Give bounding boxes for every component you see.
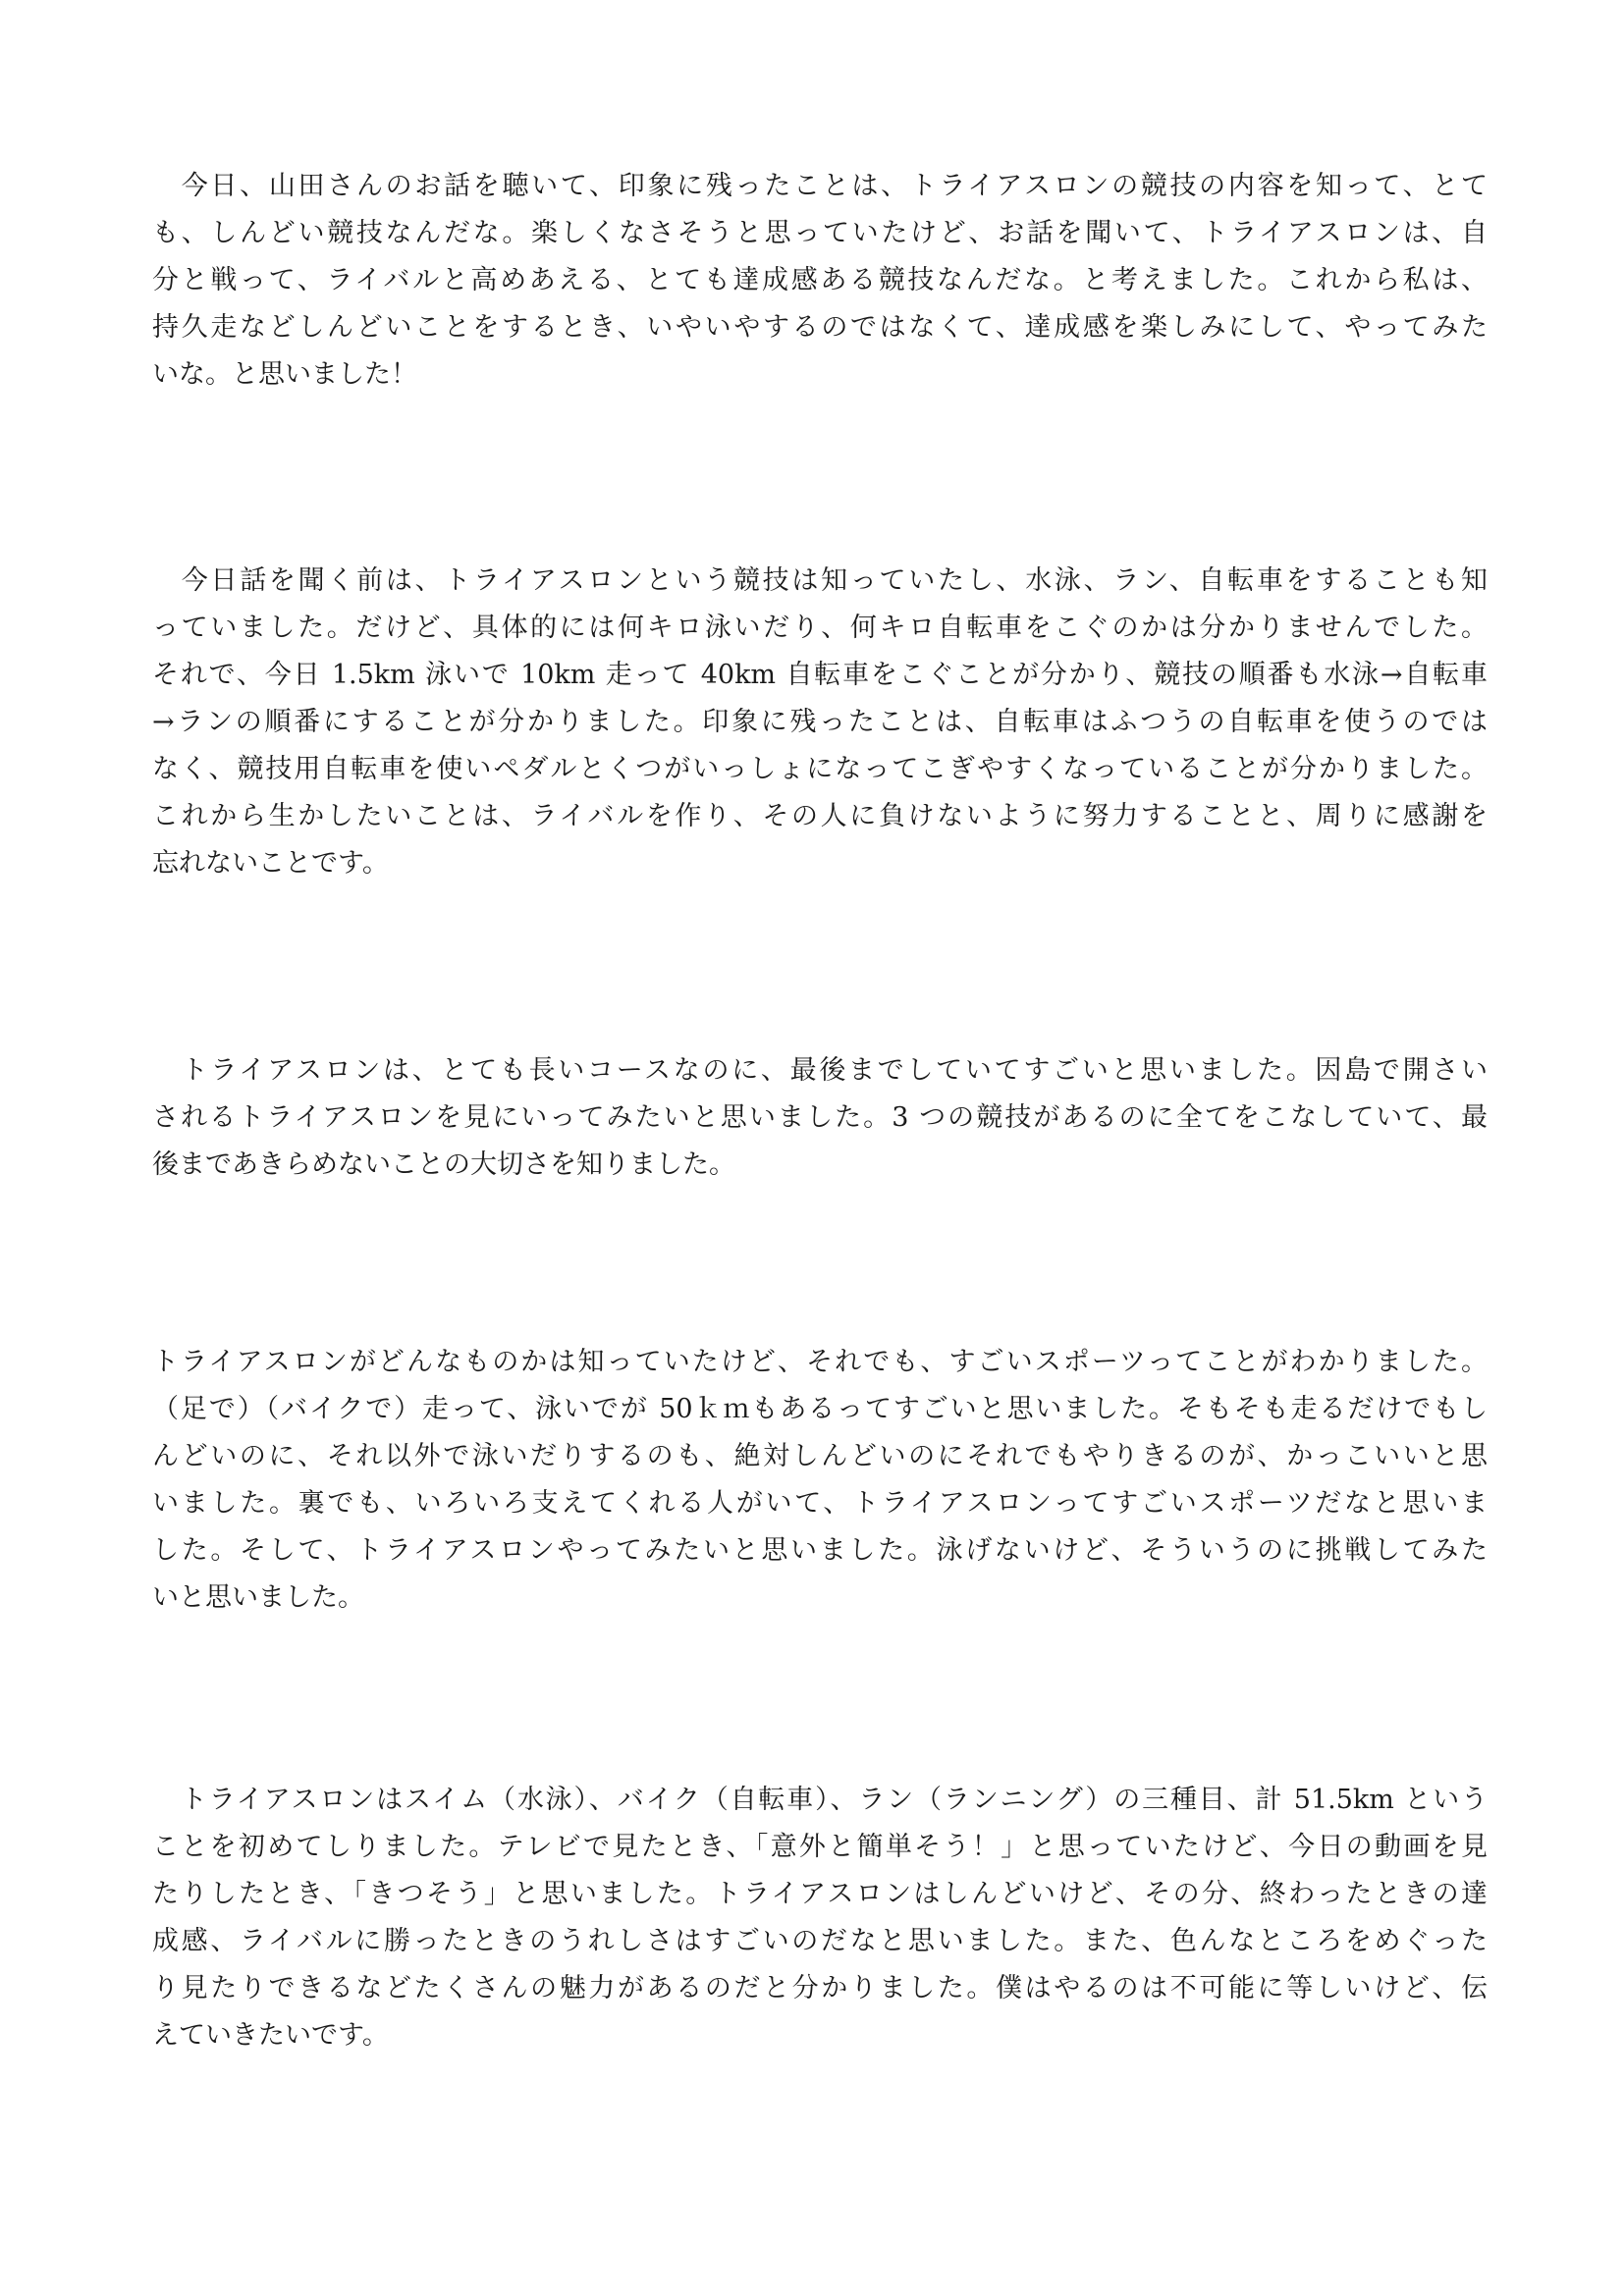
paragraph-line: いと思いました。	[152, 1582, 364, 1613]
paragraph-line: えていきたいです。	[152, 2020, 389, 2051]
paragraph-line: たりしたとき、「きつそう」と思いました。トライアスロンはしんどいけど、その分、終わったときの達	[152, 1879, 1488, 1909]
paragraph-line: いました。裏でも、いろいろ支えてくれる人がいて、トライアスロンってすごいスポーツだなと思いま	[152, 1488, 1488, 1519]
paragraph-line: なく、競技用自転車を使いペダルとくつがいっしょになってこぎやすくなっていることが分かりました。	[152, 754, 1488, 784]
paragraph-line: 分と戦って、ライバルと高めあえる、とても達成感ある競技なんだな。と考えました。これから私は、	[152, 265, 1488, 295]
paragraph-line: 今日、山田さんのお話を聴いて、印象に残ったことは、トライアスロンの競技の内容を知って、とて	[152, 171, 1488, 201]
paragraph-line: トライアスロンは、とても長いコースなのに、最後までしていてすごいと思いました。因島で開さい	[152, 1055, 1488, 1086]
paragraph-line: 持久走などしんどいことをするとき、いやいやするのではなくて、達成感を楽しみにして、やってみた	[152, 312, 1488, 343]
paragraph-line: ことを初めてしりました。テレビで見たとき、「意外と簡単そう！」と思っていたけど、今日の動画を見	[152, 1832, 1488, 1862]
paragraph-line: 後まであきらめないことの大切さを知りました。	[152, 1149, 735, 1180]
paragraph-line: （足で）（バイクで）走って、泳いでが 50ｋｍもあるってすごいと思いました。そもそも走るだけでもし	[152, 1394, 1488, 1424]
paragraph-line: も、しんどい競技なんだな。楽しくなさそうと思っていたけど、お話を聞いて、トライアスロンは、自	[152, 218, 1488, 248]
paragraph-line: んどいのに、それ以外で泳いだりするのも、絶対しんどいのにそれでもやりきるのが、かっこいいと思	[152, 1441, 1488, 1471]
paragraph-line: いな。と思いました！	[152, 359, 417, 390]
paragraph-line: トライアスロンはスイム（水泳）、バイク（自転車）、ラン（ランニング）の三種目、計 51.5km という	[152, 1785, 1488, 1815]
paragraph-line: →ランの順番にすることが分かりました。印象に残ったことは、自転車はふつうの自転車を使うのでは	[152, 707, 1488, 737]
paragraph-line: それで、今日 1.5km 泳いで 10km 走って 40km 自転車をこぐことが分かり、競技の順番も水泳→自転車	[152, 660, 1488, 690]
paragraph-line: 忘れないことです。	[152, 848, 389, 879]
paragraph-line: っていました。だけど、具体的には何キロ泳いだり、何キロ自転車をこぐのかは分かりませんでした。	[152, 613, 1488, 643]
paragraph-4	[152, 1339, 1488, 1622]
paragraph-line: トライアスロンがどんなものかは知っていたけど、それでも、すごいスポーツってことがわかりました。	[152, 1347, 1488, 1377]
paragraph-5	[152, 1777, 1488, 2059]
paragraph-line: これから生かしたいことは、ライバルを作り、その人に負けないように努力することと、周りに感謝を	[152, 801, 1488, 831]
paragraph-line: 成感、ライバルに勝ったときのうれしさはすごいのだなと思いました。また、色んなところをめぐった	[152, 1926, 1488, 1956]
paragraph-line: 今日話を聞く前は、トライアスロンという競技は知っていたし、水泳、ラン、自転車をすることも知	[152, 565, 1488, 596]
paragraph-line: されるトライアスロンを見にいってみたいと思いました。3 つの競技があるのに全てをこなしていて、最	[152, 1102, 1488, 1133]
paragraph-3	[152, 1047, 1488, 1189]
paragraph-line: り見たりできるなどたくさんの魅力があるのだと分かりました。僕はやるのは不可能に等しいけど、伝	[152, 1973, 1488, 2003]
paragraph-2	[152, 558, 1488, 887]
paragraph-line: した。そして、トライアスロンやってみたいと思いました。泳げないけど、そういうのに挑戦してみた	[152, 1535, 1488, 1566]
paragraph-1	[152, 163, 1488, 399]
